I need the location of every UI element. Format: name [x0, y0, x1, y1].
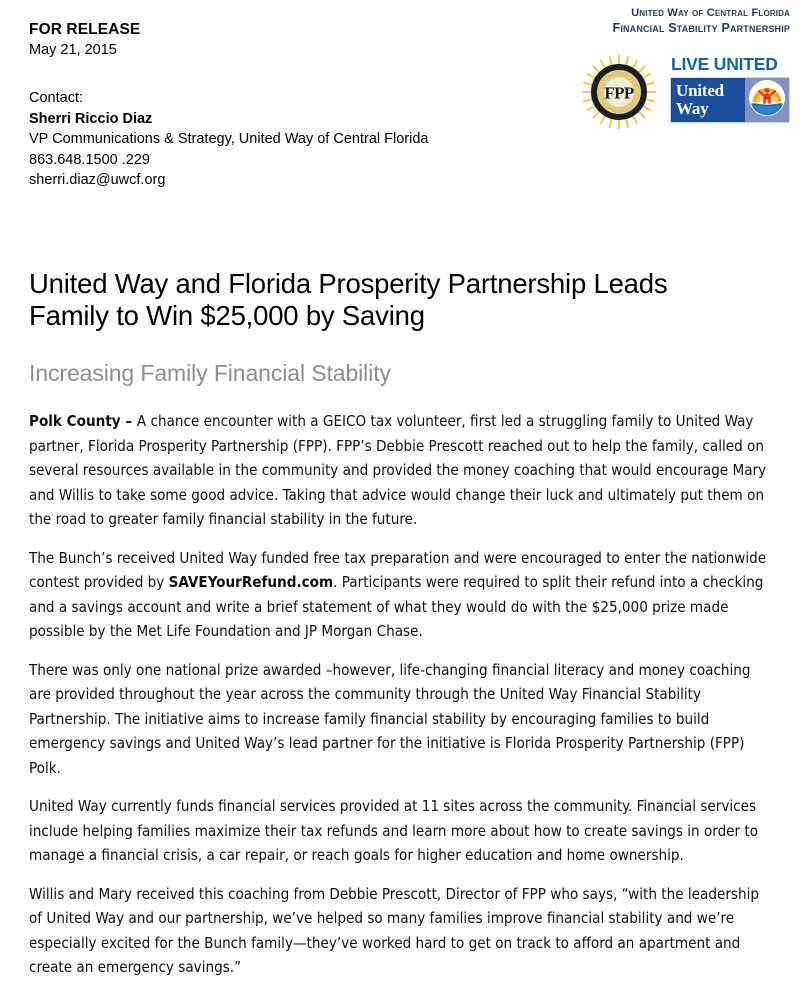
paragraph-3: There was only one national prize awarded –however, life-changing financial literacy and money coaching are provided throughout the year across the community through the United Way Financial Stability Partnership. The initiative aims to increase family financial stability by encouraging families to build emergency savings and United Way’s lead partner for the initiative is Florida Prosperity Partnership (FPP) Polk. — [29, 660, 751, 777]
wordmark-line-2: Financial Stability Partnership — [612, 20, 790, 35]
page-title: United Way and Florida Prosperity Partnership Leads Family to Win $25,000 by Saving — [29, 268, 668, 331]
united-way-name-line-2: Way — [676, 99, 709, 118]
contact-email: sherri.diaz@uwcf.org — [29, 172, 166, 188]
logo-cluster — [572, 6, 790, 131]
paragraph-1 — [29, 409, 771, 532]
saveyourrefund-link-text: SAVEYourRefund.com — [168, 573, 334, 591]
wordmark-line-1: United Way of Central Florida — [631, 7, 790, 19]
press-release-body — [29, 409, 771, 994]
united-way-name — [671, 78, 745, 122]
release-label: FOR RELEASE — [29, 21, 141, 38]
partnership-wordmark — [572, 6, 790, 35]
united-way-logo — [670, 55, 790, 123]
dateline: Polk County – — [29, 412, 137, 430]
contact-phone: 863.648.1500 .229 — [29, 151, 150, 168]
contact-label: Contact: — [29, 90, 83, 106]
paragraph-4: United Way currently funds financial services provided at 11 sites across the community. Financial services include helping families maximize their tax refunds and learn more about how to create savings in order to manage a financial crisis, a car repair, or reach goals for higher education and home ownership. — [29, 797, 759, 864]
logo-row — [572, 53, 790, 131]
paragraph-2 — [29, 546, 771, 644]
paragraph-1-text: A chance encounter with a GEICO tax volunteer, first led a struggling family to United Way partner, Florida Prosperity Partnership (FPP). FPP’s Debbie Prescott reached out to help the family, called on several resources available in the community and provided the money coaching that would encourage Mary and Willis to take some good advice. Taking that advice would change their luck and ultimately put them on the road to greater family financial stability in the future. — [29, 412, 767, 528]
contact-block — [29, 88, 428, 191]
fpp-sunburst-seal-icon — [580, 53, 658, 131]
contact-role: VP Communications & Strategy, United Way of Central Florida — [29, 131, 429, 147]
paragraph-5: Willis and Mary received this coaching from Debbie Prescott, Director of FPP who says, “with the leadership of United Way and our partnership, we’ve helped so many families improve financial stability and we’re especially excited for the Bunch family—they’ve worked hard to get on track to afford an apartment and create an emergency savings.” — [29, 884, 759, 976]
release-block — [29, 20, 140, 60]
united-way-name-line-1: United — [676, 81, 724, 100]
paragraph-2-text-before: The Bunch’s received United Way funded free tax preparation and were encouraged to enter the nationwide contest provided by — [29, 548, 767, 591]
united-way-icon-panel — [745, 78, 789, 122]
united-way-rainbow-person-hand-icon — [748, 79, 786, 122]
page-subtitle: Increasing Family Financial Stability — [29, 360, 391, 386]
fpp-seal-center-text: FPP — [604, 83, 634, 103]
paragraph-2-text-after: . Participants were required to split their refund into a checking and a savings account and write a brief statement of what they would do with the $25,000 prize made possible by the Met Life Foundation and JP Morgan Chase. — [29, 573, 764, 640]
live-united-tagline: LIVE UNITED — [671, 54, 778, 74]
release-date: May 21, 2015 — [29, 42, 117, 58]
document-header — [0, 0, 800, 200]
united-way-box — [670, 77, 790, 123]
contact-name: Sherri Riccio Diaz — [29, 110, 153, 127]
